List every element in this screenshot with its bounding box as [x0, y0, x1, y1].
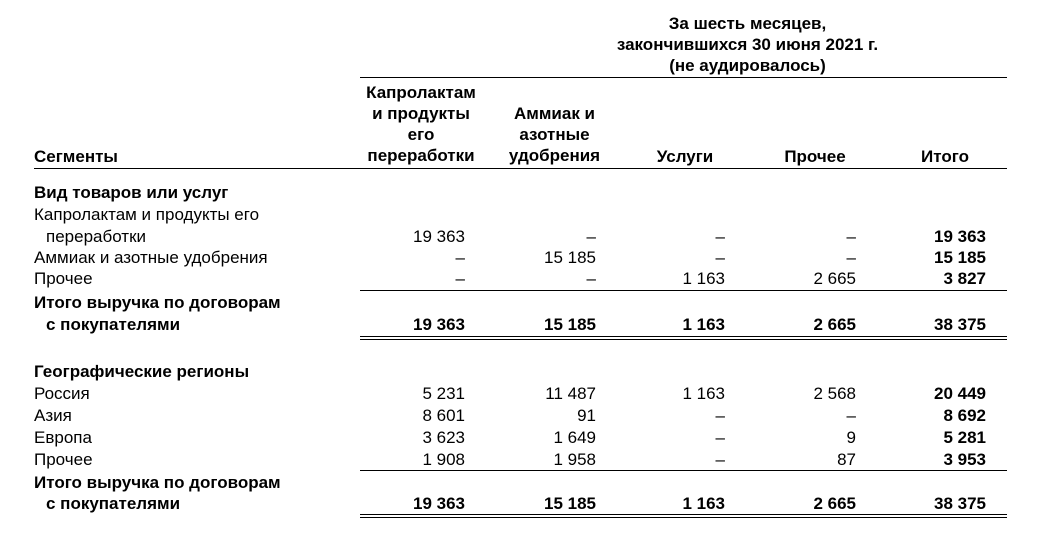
cell-value: – — [715, 406, 725, 425]
cell-value: 1 163 — [682, 269, 725, 288]
cell-value: 15 185 — [544, 248, 596, 267]
cell-value: 8 601 — [422, 406, 465, 425]
total-row-label: с покупателями — [46, 494, 181, 513]
column-header-ammonia: Аммиак и азотные удобрения — [508, 104, 601, 165]
cell-value: 91 — [577, 406, 596, 425]
total-cell: 2 665 — [813, 494, 856, 513]
cell-value: 3 623 — [422, 428, 465, 447]
total-cell: 19 363 — [413, 315, 465, 334]
cell-value: – — [846, 248, 856, 267]
cell-total: 19 363 — [934, 227, 986, 246]
total-cell: 38 375 — [934, 494, 986, 513]
row-label: Азия — [34, 406, 72, 425]
cell-value: – — [846, 227, 856, 246]
cell-value: – — [586, 227, 596, 246]
cell-value: 2 665 — [813, 269, 856, 288]
column-header-other: Прочее — [784, 147, 846, 166]
total-double-rule — [360, 514, 1007, 515]
cell-value: 2 568 — [813, 384, 856, 403]
cell-value: 1 649 — [553, 428, 596, 447]
cell-value: 9 — [846, 428, 856, 447]
row-label: Европа — [34, 428, 92, 447]
total-double-rule — [360, 336, 1007, 337]
cell-total: 8 692 — [943, 406, 986, 425]
cell-value: 1 163 — [682, 384, 725, 403]
total-cell: 1 163 — [682, 315, 725, 334]
row-label: Капролактам и продукты его — [34, 205, 260, 224]
total-cell: 15 185 — [544, 315, 596, 334]
subtotal-rule — [360, 470, 1007, 471]
period-header-line1: За шесть месяцев, — [668, 14, 827, 33]
cell-value: – — [455, 248, 465, 267]
row-label: переработки — [46, 227, 147, 246]
cell-value: 1 958 — [553, 450, 596, 469]
cell-total: 20 449 — [934, 384, 986, 403]
total-cell: 1 163 — [682, 494, 725, 513]
column-header-services: Услуги — [656, 147, 714, 166]
period-header-line3: (не аудировалось) — [669, 56, 826, 75]
total-double-rule — [360, 517, 1007, 518]
column-header-segments: Сегменты — [34, 147, 118, 166]
column-header-caprolactam: Капролактам и продукты его переработки — [366, 83, 476, 165]
column-header-rule — [34, 168, 1007, 169]
cell-value: – — [586, 269, 596, 288]
cell-total: 3 953 — [943, 450, 986, 469]
row-label: Прочее — [34, 269, 93, 288]
total-row-label: Итого выручка по договорам — [34, 473, 281, 492]
cell-value: – — [715, 450, 725, 469]
row-label: Прочее — [34, 450, 93, 469]
total-cell: 19 363 — [413, 494, 465, 513]
row-label: Аммиак и азотные удобрения — [34, 248, 268, 267]
cell-value: 19 363 — [413, 227, 465, 246]
total-row-label: с покупателями — [46, 315, 181, 334]
cell-value: 5 231 — [422, 384, 465, 403]
cell-value: – — [455, 269, 465, 288]
column-header-total: Итого — [921, 147, 969, 166]
cell-value: 11 487 — [545, 384, 596, 403]
total-row-label: Итого выручка по договорам — [34, 293, 281, 312]
section-geo-title: Географические регионы — [34, 362, 250, 381]
cell-value: 87 — [837, 450, 856, 469]
cell-total: 5 281 — [943, 428, 986, 447]
period-header-rule — [360, 77, 1007, 78]
section-goods-title: Вид товаров или услуг — [34, 183, 229, 202]
cell-value: – — [715, 428, 725, 447]
total-double-rule — [360, 339, 1007, 340]
total-cell: 38 375 — [934, 315, 986, 334]
cell-value: – — [846, 406, 856, 425]
cell-value: – — [715, 227, 725, 246]
cell-total: 3 827 — [943, 269, 986, 288]
cell-value: 1 908 — [422, 450, 465, 469]
subtotal-rule — [360, 290, 1007, 291]
cell-total: 15 185 — [934, 248, 986, 267]
total-cell: 2 665 — [813, 315, 856, 334]
total-cell: 15 185 — [544, 494, 596, 513]
row-label: Россия — [34, 384, 90, 403]
period-header — [590, 13, 905, 76]
cell-value: – — [715, 248, 725, 267]
period-header-line2: закончившихся 30 июня 2021 г. — [616, 35, 879, 54]
